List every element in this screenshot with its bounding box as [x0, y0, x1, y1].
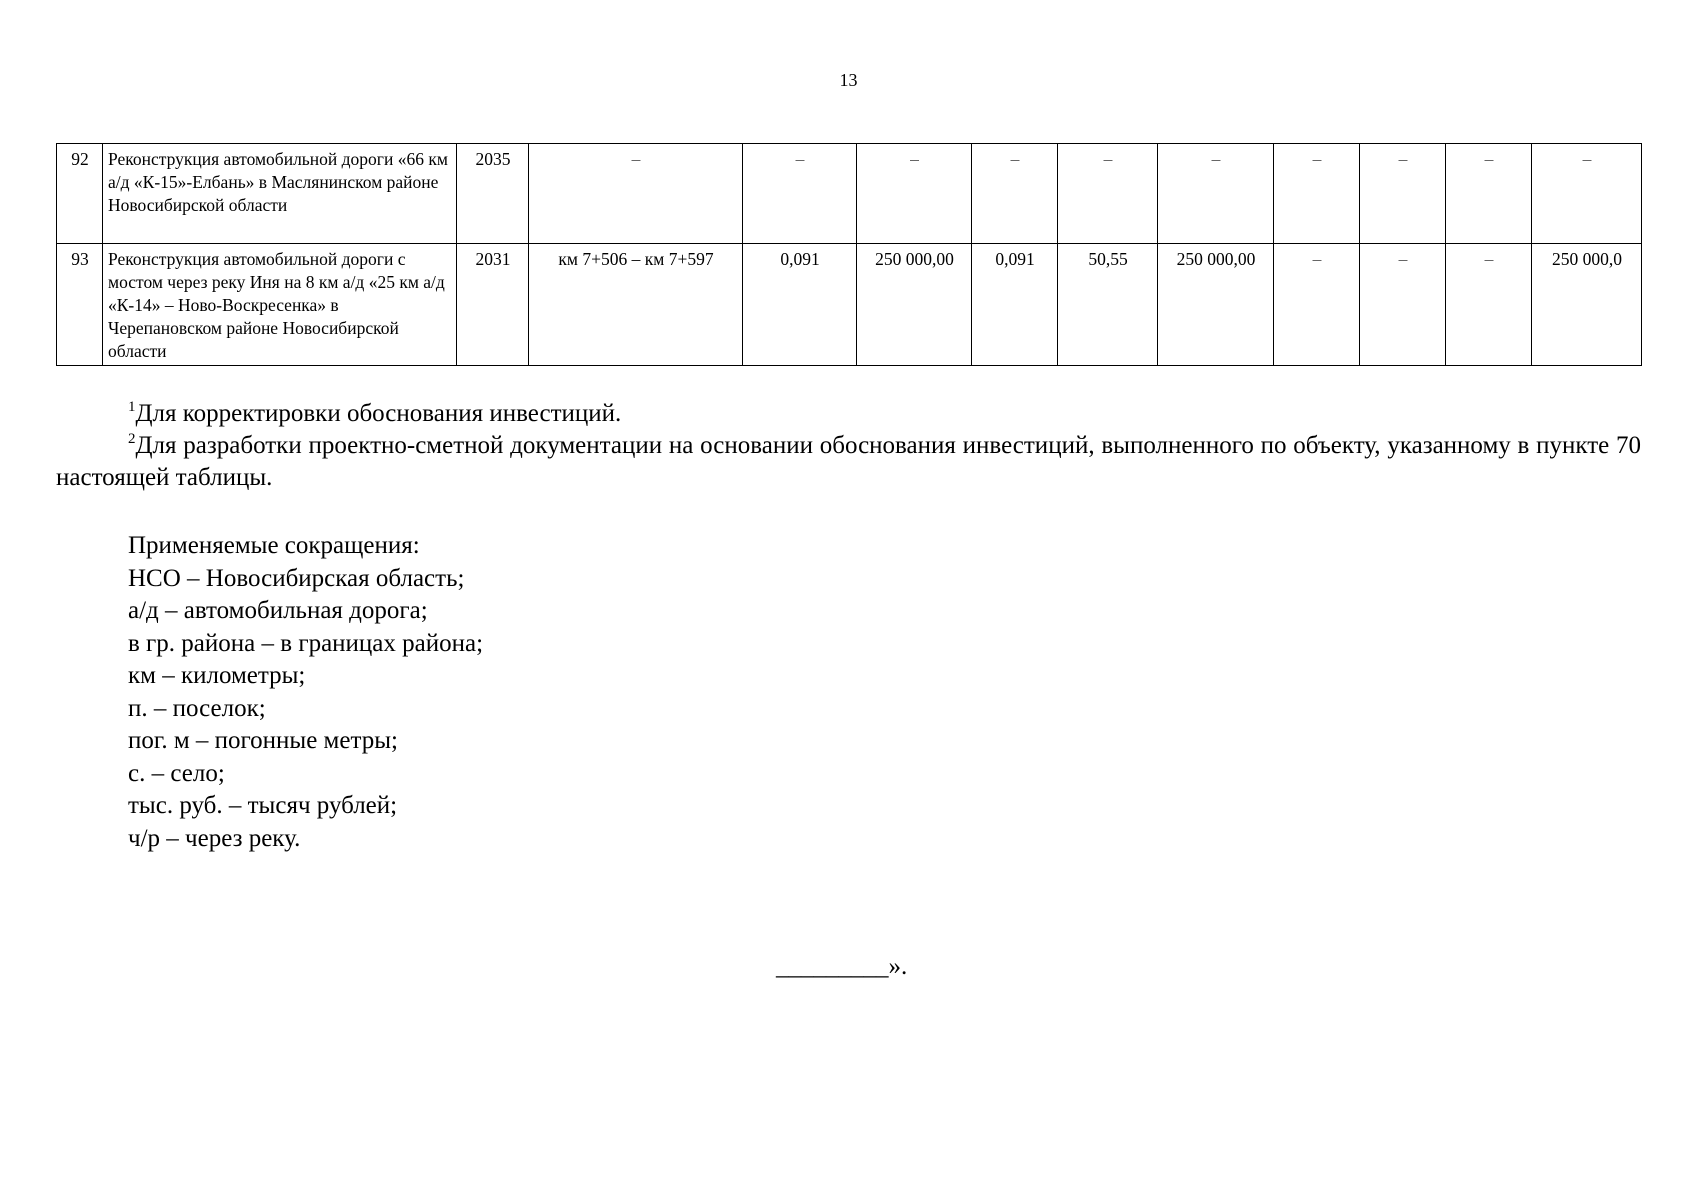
value-cell: – — [972, 144, 1058, 244]
footnote-text: Для разработки проектно-сметной документации на основании обоснования инвестиций, выполненного по объекту, указанному в пункте 70 настоящей таблицы. — [56, 432, 1641, 491]
footnote — [56, 398, 1641, 430]
value-cell: 250 000,00 — [857, 244, 972, 366]
value-cell: – — [1446, 144, 1532, 244]
value-cell: – — [1158, 144, 1274, 244]
abbreviation-item: а/д – автомобильная дорога; — [128, 597, 428, 624]
object-name-cell: Реконструкция автомобильной дороги «66 км а/д «К-15»-Елбань» в Маслянинском районе Новосибирской области — [103, 144, 457, 244]
value-cell: 250 000,00 — [1158, 244, 1274, 366]
row-number-cell: 92 — [57, 144, 103, 244]
abbreviation-item: тыс. руб. – тысяч рублей; — [128, 792, 398, 819]
row-number-cell: 93 — [57, 244, 103, 366]
footnote — [56, 430, 1641, 494]
abbreviation-item: пог. м – погонные метры; — [128, 727, 398, 754]
closing-mark: _________». — [776, 953, 908, 980]
value-cell: – — [1360, 144, 1446, 244]
road-objects-table — [56, 143, 1642, 366]
location-cell: км 7+506 – км 7+597 — [529, 244, 743, 366]
value-cell: 0,091 — [972, 244, 1058, 366]
abbreviation-item: ч/р – через реку. — [128, 824, 301, 852]
footnotes — [56, 398, 1641, 494]
table-row — [57, 244, 1642, 366]
value-cell: 250 000,0 — [1532, 244, 1642, 366]
value-cell: – — [1360, 244, 1446, 366]
table-row — [57, 144, 1642, 244]
value-cell: – — [857, 144, 972, 244]
location-cell: – — [529, 144, 743, 244]
abbreviation-item: с. – село; — [128, 759, 225, 787]
value-cell: – — [1532, 144, 1642, 244]
value-cell: 0,091 — [743, 244, 857, 366]
value-cell: – — [1446, 244, 1532, 366]
object-name-cell: Реконструкция автомобильной дороги с мостом через реку Иня на 8 км а/д «25 км а/д «К-14» – Ново-Воскресенка» в Черепановском районе Новосибирской области — [103, 244, 457, 366]
footnote-mark: 2 — [128, 431, 136, 447]
abbreviation-item: в гр. района – в границах района; — [128, 629, 484, 657]
abbreviation-item: НСО – Новосибирская область; — [128, 564, 465, 592]
abbreviations-heading: Применяемые сокращения: — [128, 532, 420, 559]
year-cell: 2035 — [457, 144, 529, 244]
page-number: 13 — [839, 70, 858, 90]
year-cell: 2031 — [457, 244, 529, 366]
footnote-mark: 1 — [128, 399, 136, 415]
abbreviation-item: п. – поселок; — [128, 694, 266, 722]
value-cell: – — [1274, 144, 1360, 244]
value-cell: 50,55 — [1058, 244, 1158, 366]
abbreviations-list — [128, 530, 483, 855]
footnote-text: Для корректировки обоснования инвестиций. — [135, 400, 622, 427]
value-cell: – — [1058, 144, 1158, 244]
value-cell: – — [1274, 244, 1360, 366]
abbreviation-item: км – километры; — [128, 662, 306, 689]
value-cell: – — [743, 144, 857, 244]
